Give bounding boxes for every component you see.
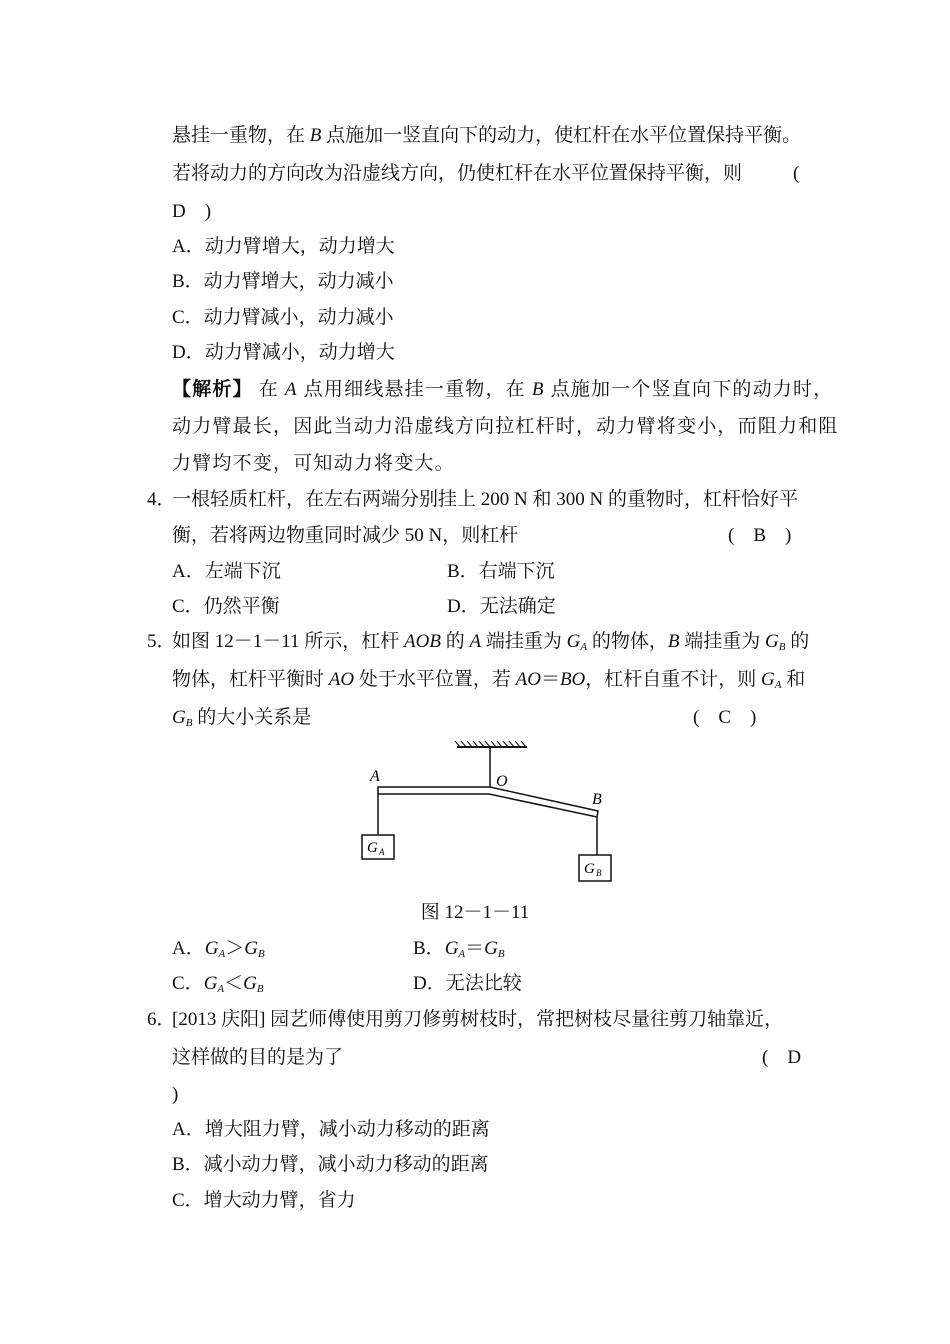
q4-option-c: C．仍然平衡 xyxy=(172,596,280,617)
q6-answer-close: ) xyxy=(172,1084,179,1105)
lever-bar xyxy=(378,787,598,817)
q5-option-b: B．$G_A=G_B$ xyxy=(413,938,505,960)
q4-number: 4． xyxy=(147,489,176,510)
q6-line-2: 这样做的目的是为了 xyxy=(172,1047,344,1068)
q5-option-d: D．无法比较 xyxy=(413,973,522,994)
q3-analysis-line-2: 动力臂最长，因此当动力沿虚线方向拉杠杆时，动力臂将变小，而阻力和阻 xyxy=(172,416,839,437)
q4-line-1: 一根轻质杠杆，在左右两端分别挂上 200 N 和 300 N 的重物时，杠杆恰好平 xyxy=(172,489,798,510)
label-a: A xyxy=(370,768,380,785)
q5-option-c: C．$G_A<G_B$ xyxy=(172,973,264,995)
q4-answer: ( B ) xyxy=(728,525,792,546)
q3-option-d: D．动力臂减小，动力增大 xyxy=(172,342,395,363)
weight-a-label: G xyxy=(367,840,378,856)
q5-answer: ( C ) xyxy=(693,707,757,728)
q3-answer-open: ( xyxy=(793,163,800,184)
q5-option-a: A．$G_A>G_B$ xyxy=(172,938,265,960)
q3-analysis-line-3: 力臂均不变，可知动力将变大。 xyxy=(172,453,455,474)
q3-option-c: C．动力臂减小，动力减小 xyxy=(172,307,394,328)
q4-option-b: B．右端下沉 xyxy=(447,561,555,582)
q5-number: 5． xyxy=(147,631,176,652)
lever-figure xyxy=(350,738,620,888)
q3-analysis-line-1: 【解析】 在 A 点用细线悬挂一重物，在 B 点施加一个竖直向下的动力时， xyxy=(172,379,834,400)
label-o: O xyxy=(496,773,508,790)
q5-line-1: 如图 12－1－11 所示，杠杆 AOB 的 A 端挂重为 $G_A$ 的物体，B 端挂重为 $G_B$ 的 xyxy=(172,631,810,653)
figure-caption: 图 12－1－11 xyxy=(420,902,530,923)
q6-option-a: A．增大阻力臂，减小动力移动的距离 xyxy=(172,1119,490,1140)
q6-answer-open: ( D xyxy=(762,1047,802,1068)
q3-line-1: 悬挂一重物，在 B 点施加一竖直向下的动力，使杠杆在水平位置保持平衡。 xyxy=(172,125,802,146)
label-b: B xyxy=(592,791,602,808)
q6-option-b: B．减小动力臂，减小动力移动的距离 xyxy=(172,1154,489,1175)
q4-line-2: 衡，若将两边物重同时减少 50 N，则杠杆 xyxy=(172,525,519,546)
q5-line-3: $G_B$ 的大小关系是 xyxy=(172,707,312,729)
q5-line-2: 物体，杠杆平衡时 AO 处于水平位置，若 AO＝BO，杠杆自重不计，则 $G_A$ 和 xyxy=(172,669,806,691)
weight-b-sub: B xyxy=(596,868,602,878)
q6-number: 6． xyxy=(147,1009,176,1030)
q4-option-a: A．左端下沉 xyxy=(172,561,281,582)
ceiling-support xyxy=(455,741,527,790)
q3-answer: D ) xyxy=(172,201,212,222)
weight-b-label: G xyxy=(584,861,595,877)
q6-option-c: C．增大动力臂，省力 xyxy=(172,1190,356,1211)
q3-option-a: A．动力臂增大，动力增大 xyxy=(172,236,395,257)
q3-line-2: 若将动力的方向改为沿虚线方向，仍使杠杆在水平位置保持平衡，则 xyxy=(172,163,743,184)
q6-line-1: [2013 庆阳] 园艺师傅使用剪刀修剪树枝时，常把树枝尽量往剪刀轴靠近， xyxy=(172,1009,784,1030)
q4-option-d: D．无法确定 xyxy=(447,596,556,617)
analysis-label: 【解析】 xyxy=(172,379,253,400)
weight-a-sub: A xyxy=(379,847,385,857)
q3-option-b: B．动力臂增大，动力减小 xyxy=(172,271,394,292)
